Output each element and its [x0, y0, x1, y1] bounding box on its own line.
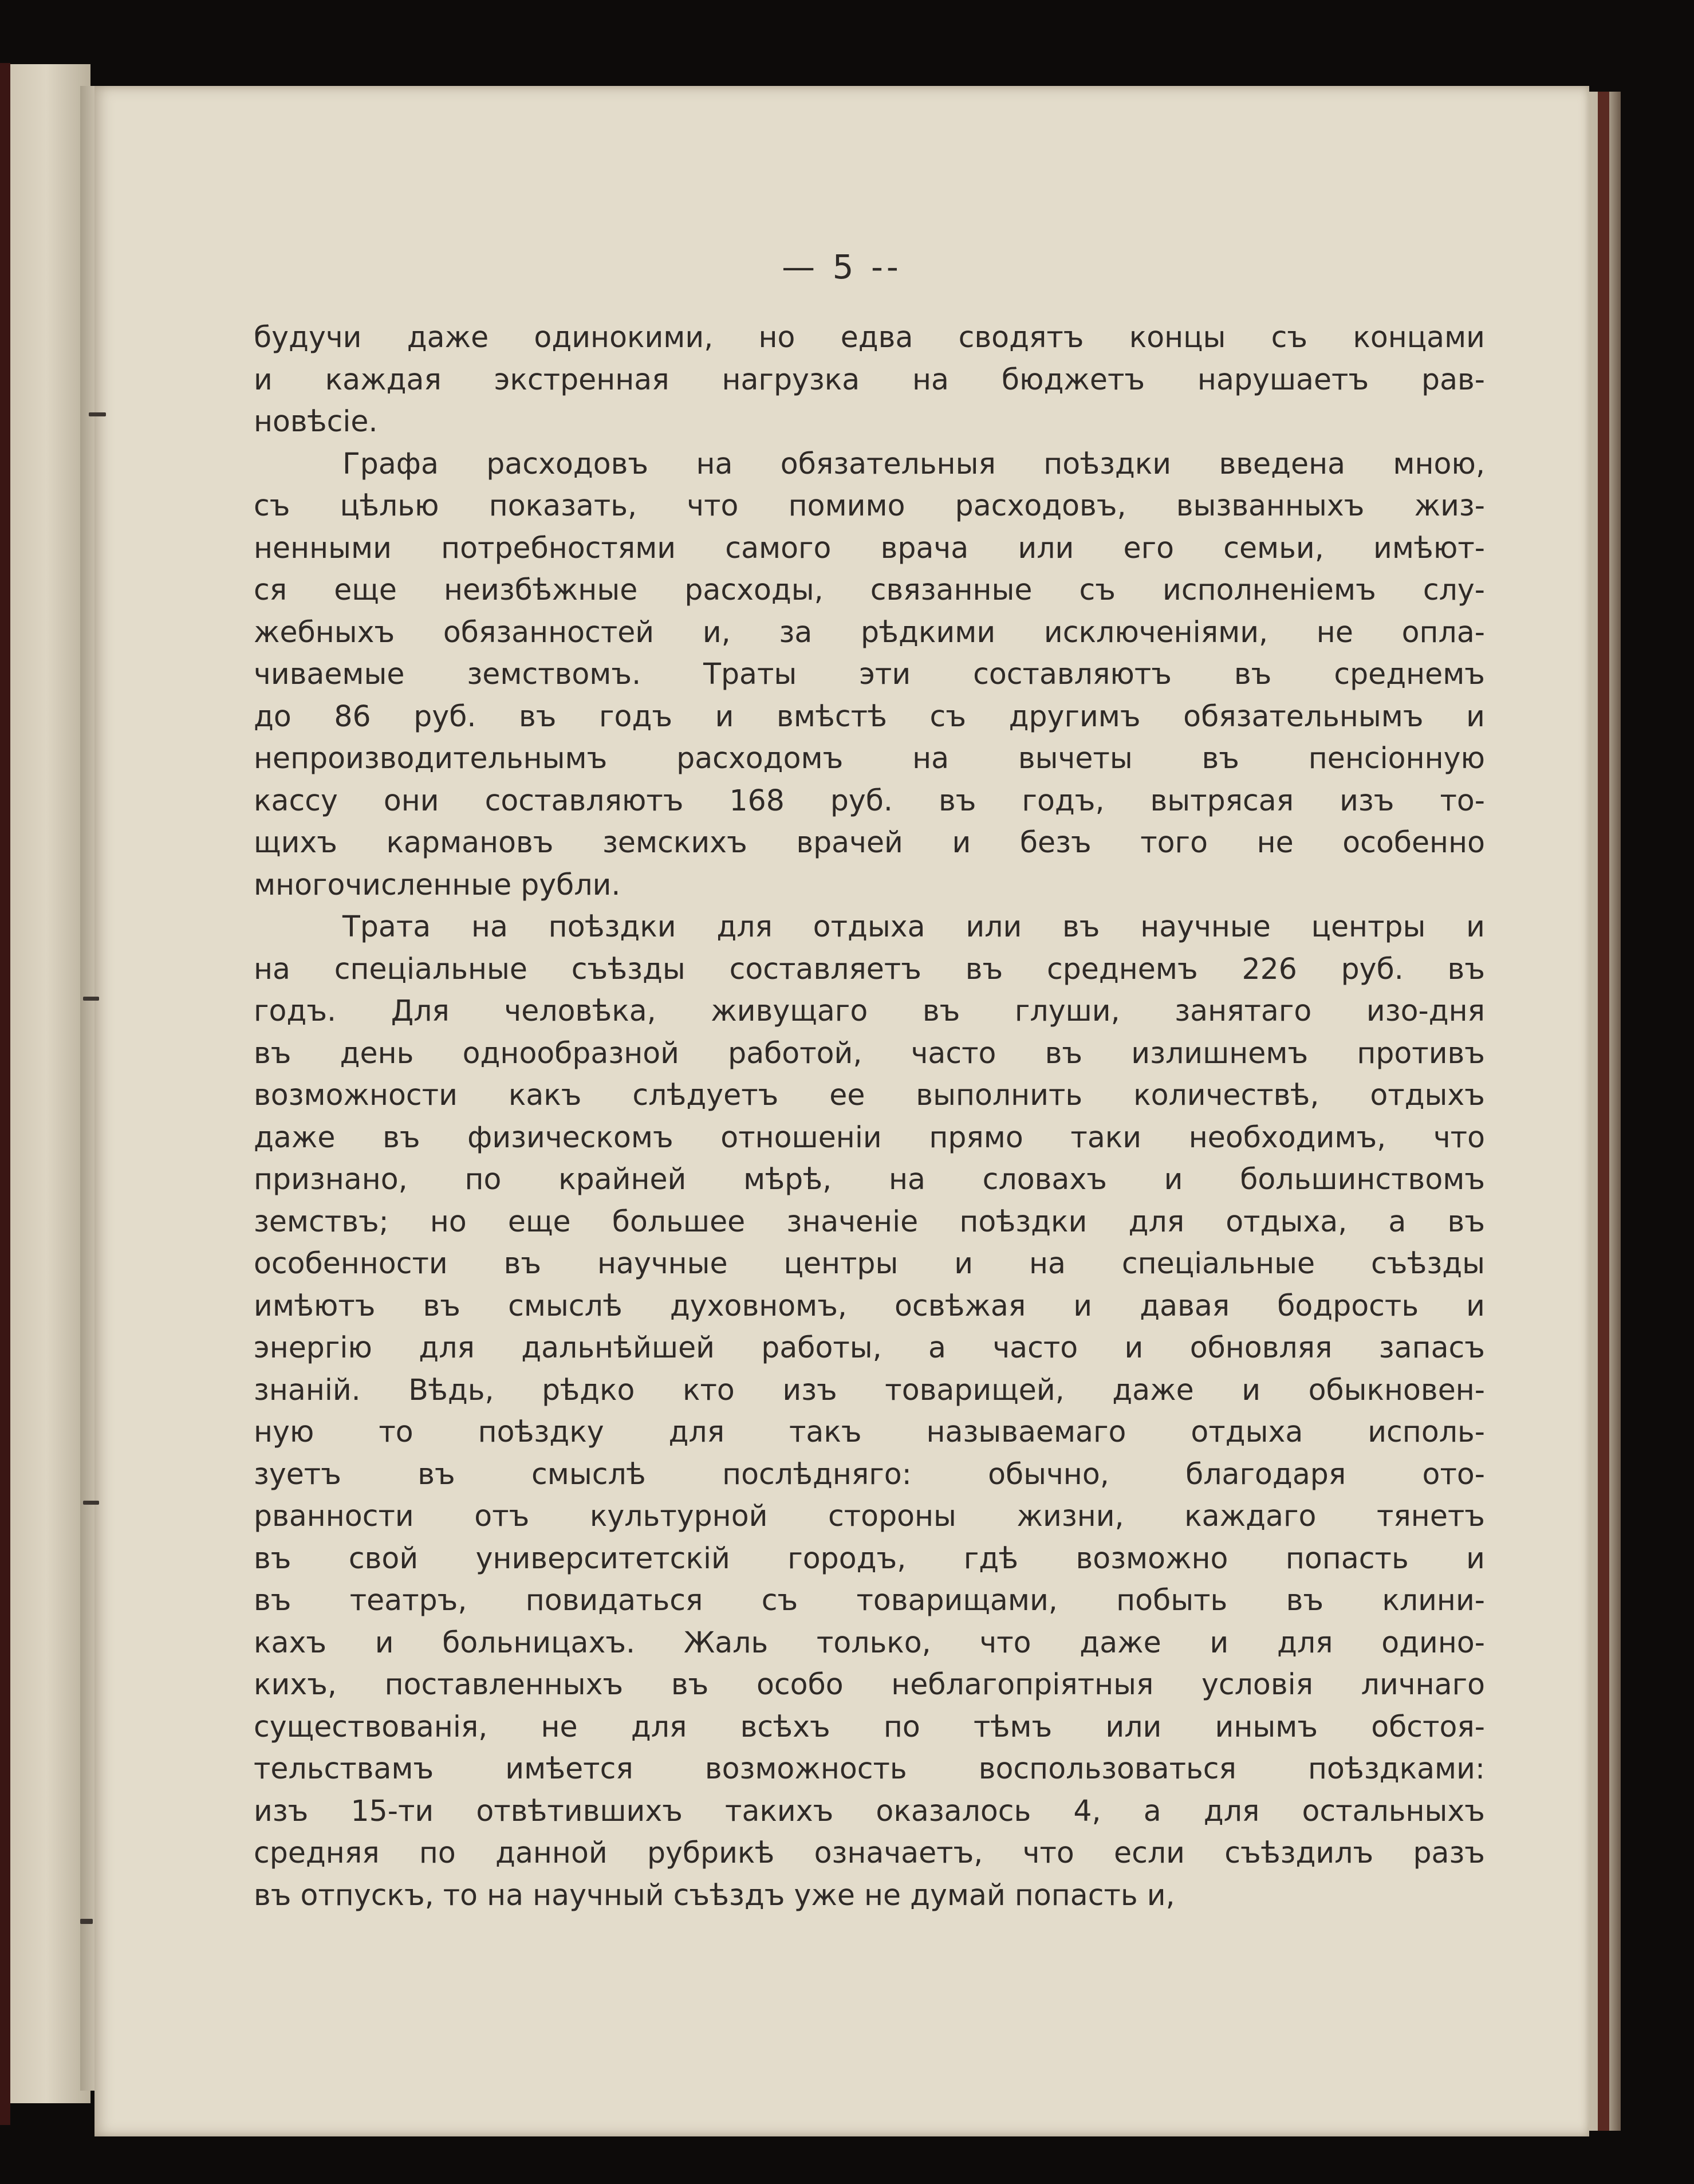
text-line: въ день однообразной работой, часто въ излишнемъ противъ — [254, 1036, 1485, 1070]
text-line: въ свой университетскій городъ, гдѣ возможно попасть и — [254, 1541, 1485, 1575]
text-line: кахъ и больницахъ. Жаль только, что даже и для одино- — [254, 1625, 1485, 1659]
text-line: ненными потребностями самого врача или его семьи, имѣют- — [254, 530, 1485, 565]
text-line: энергію для дальнѣйшей работы, а часто и обновляя запасъ — [254, 1331, 1485, 1364]
text-line: въ театръ, повидаться съ товарищами, побыть въ клини- — [254, 1583, 1485, 1617]
paragraph — [254, 906, 1485, 1916]
text-line: земствъ; но еще большее значеніе поѣздки для отдыха, а въ — [254, 1204, 1485, 1238]
text-line: и каждая экстренная нагрузка на бюджетъ нарушаетъ рав- — [254, 362, 1485, 396]
book-page — [94, 86, 1589, 2136]
margin-mark — [89, 412, 106, 416]
text-line: многочисленные рубли. — [254, 867, 621, 902]
text-line: непроизводительнымъ расходомъ на вычеты въ пенсіонную — [254, 741, 1485, 775]
text-line: новѣсіе. — [254, 404, 378, 438]
text-line: будучи даже одинокими, но едва сводятъ концы съ концами — [254, 320, 1485, 354]
body-text — [254, 316, 1485, 1916]
text-line: признано, по крайней мѣрѣ, на словахъ и большинствомъ — [254, 1162, 1485, 1196]
text-line: ся еще неизбѣжные расходы, связанные съ исполненіемъ слу- — [254, 573, 1485, 607]
text-line: щихъ кармановъ земскихъ врачей и безъ того не особенно — [254, 825, 1485, 859]
text-line: ную то поѣздку для такъ называемаго отдыха исполь- — [254, 1415, 1485, 1449]
text-line: Графа расходовъ на обязательныя поѣздки введена мною, — [342, 446, 1485, 481]
text-line: средняя по данной рубрикѣ означаетъ, что если съѣздилъ разъ — [254, 1836, 1485, 1870]
text-line: Трата на поѣздки для отдыха или въ научные центры и — [342, 910, 1485, 943]
text-line: на спеціальные съѣзды составляетъ въ среднемъ 226 руб. въ — [254, 951, 1485, 986]
margin-mark — [80, 1919, 93, 1924]
back-cover-edge — [1598, 92, 1609, 2131]
left-page-edge — [10, 64, 90, 2103]
text-line: знаній. Вѣдь, рѣдко кто изъ товарищей, даже и обыкновен- — [254, 1372, 1485, 1407]
text-line: особенности въ научные центры и на спеціальные съѣзды — [254, 1246, 1485, 1280]
text-line: кихъ, поставленныхъ въ особо неблагопріятныя условія личнаго — [254, 1667, 1485, 1701]
text-line: въ отпускъ, то на научный съѣздъ уже не думай попасть и, — [254, 1878, 1175, 1912]
text-line: тельствамъ имѣется возможность воспользоваться поѣздками: — [254, 1752, 1485, 1785]
text-line: кассу они составляютъ 168 руб. въ годъ, вытрясая изъ то- — [254, 783, 1485, 817]
text-line: чиваемые земствомъ. Траты эти составляютъ въ среднемъ — [254, 657, 1485, 691]
text-line: существованія, не для всѣхъ по тѣмъ или инымъ обстоя- — [254, 1709, 1485, 1744]
paragraph — [254, 443, 1485, 906]
margin-mark — [83, 1501, 99, 1505]
book-spine — [0, 63, 10, 2125]
text-line: рванности отъ культурной стороны жизни, каждаго тянетъ — [254, 1499, 1485, 1533]
text-line: годъ. Для человѣка, живущаго въ глуши, занятаго изо-дня — [254, 994, 1485, 1028]
page-number: — 5 -- — [782, 247, 902, 286]
text-line: до 86 руб. въ годъ и вмѣстѣ съ другимъ обязательнымъ и — [254, 699, 1485, 733]
text-line: изъ 15-ти отвѣтившихъ такихъ оказалось 4, а для остальныхъ — [254, 1793, 1485, 1828]
text-line: имѣютъ въ смыслѣ духовномъ, освѣжая и давая бодрость и — [254, 1288, 1485, 1323]
text-line: съ цѣлью показать, что помимо расходовъ, вызванныхъ жиз- — [254, 489, 1485, 522]
paragraph — [254, 316, 1485, 443]
text-line: возможности какъ слѣдуетъ ее выполнить количествѣ, отдыхъ — [254, 1078, 1485, 1112]
text-line: зуетъ въ смыслѣ послѣдняго: обычно, благодаря ото- — [254, 1457, 1485, 1491]
margin-mark — [83, 997, 99, 1001]
text-line: жебныхъ обязанностей и, за рѣдкими исключеніями, не опла- — [254, 615, 1485, 649]
text-line: даже въ физическомъ отношеніи прямо таки необходимъ, что — [254, 1120, 1485, 1154]
